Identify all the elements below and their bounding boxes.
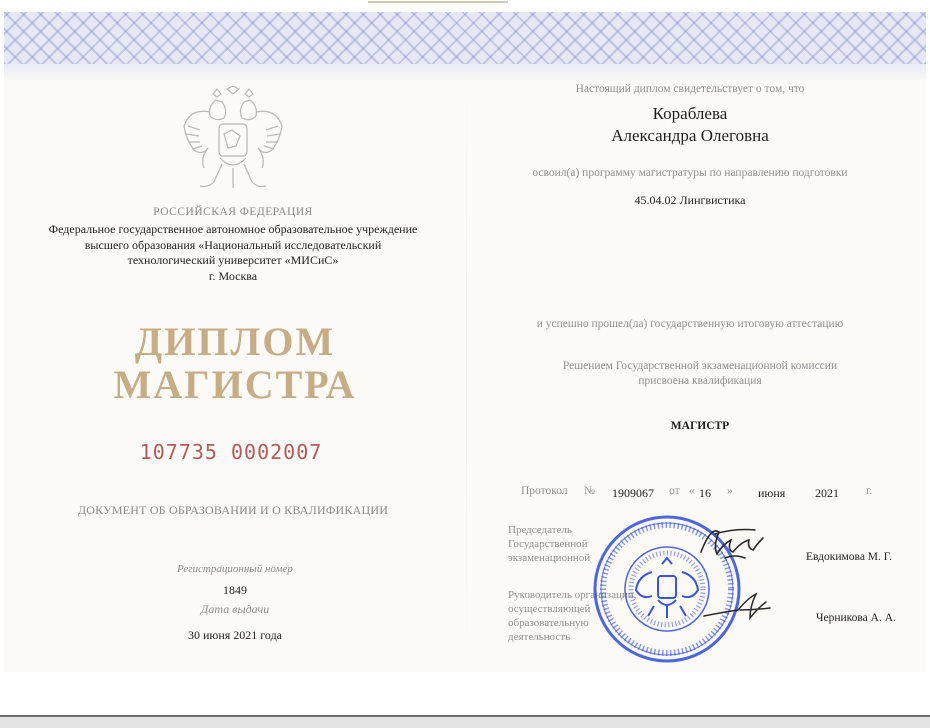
country-name: РОССИЙСКАЯ ФЕДЕРАЦИЯ (153, 206, 313, 218)
protocol-year-suffix: г. (866, 485, 873, 497)
russian-coat-of-arms-icon (180, 86, 286, 194)
chair-title-line: Председатель (508, 524, 572, 536)
registration-number: 1849 (223, 583, 247, 597)
attestation-statement: и успешно прошел(ла) государственную итоговую аттестацию (536, 318, 844, 330)
chair-title-line: экзаменационной (508, 552, 591, 564)
graduate-given-names: Александра Олеговна (611, 126, 769, 145)
protocol-number-sign: № (584, 485, 595, 497)
protocol-day: 16 (699, 486, 711, 500)
program-statement: освоил(а) программу магистратуры по направлению подготовки (532, 167, 848, 179)
title-line: ДИПЛОМ (134, 319, 336, 364)
institution-line: технологический университет «МИСиС» (127, 253, 339, 267)
page-fold (466, 64, 467, 672)
certifies-text: Настоящий диплом свидетельствует о том, что (575, 83, 805, 95)
protocol-month: июня (758, 486, 786, 500)
signature-icon (700, 590, 778, 626)
protocol-label: Протокол (521, 485, 568, 497)
commission-chair-name: Евдокимова М. Г. (806, 551, 892, 563)
institution-line: Федеральное государственное автономное образовательное учреждение (48, 222, 418, 236)
document-title (70, 320, 400, 406)
protocol-from: от (669, 485, 680, 497)
qualification: МАГИСТР (670, 420, 730, 432)
commission-decision-line: Решением Государственной экзаменационной комиссии (562, 360, 838, 372)
bottom-edge-shade (0, 717, 930, 728)
quote-open: « (689, 485, 695, 497)
head-title-line: Руководитель организации, (508, 589, 637, 601)
head-title-line: деятельность (508, 631, 571, 643)
document-type: ДОКУМЕНТ ОБ ОБРАЗОВАНИИ И О КВАЛИФИКАЦИИ (77, 503, 389, 517)
commission-decision-line: присвоена квалификация (638, 375, 762, 387)
head-title-line: осуществляющей образовательную (508, 603, 591, 629)
decorative-band (4, 12, 926, 64)
protocol-year: 2021 (815, 486, 839, 500)
serial-number: 107735 0002007 (139, 440, 323, 464)
issue-date: 30 июня 2021 года (187, 628, 283, 642)
institution-line: высшего образования «Национальный исследовательский (84, 237, 382, 252)
chair-title-line: Государственной (508, 538, 588, 550)
organization-head-name: Черникова А. А. (816, 612, 896, 624)
graduate-surname: Кораблева (652, 104, 728, 123)
program-name: 45.04.02 Лингвистика (634, 193, 746, 207)
protocol-number: 1909067 (612, 486, 654, 500)
registration-label: Регистрационный номер (177, 563, 293, 575)
quote-close: » (727, 485, 733, 497)
institution-city: г. Москва (208, 268, 258, 283)
title-line: МАГИСТРА (113, 362, 357, 407)
issue-date-label: Дата выдачи (200, 602, 270, 616)
institution-name (40, 222, 426, 284)
top-edge-mark (368, 1, 508, 3)
signature-icon (695, 522, 770, 568)
band-fade (4, 64, 926, 82)
